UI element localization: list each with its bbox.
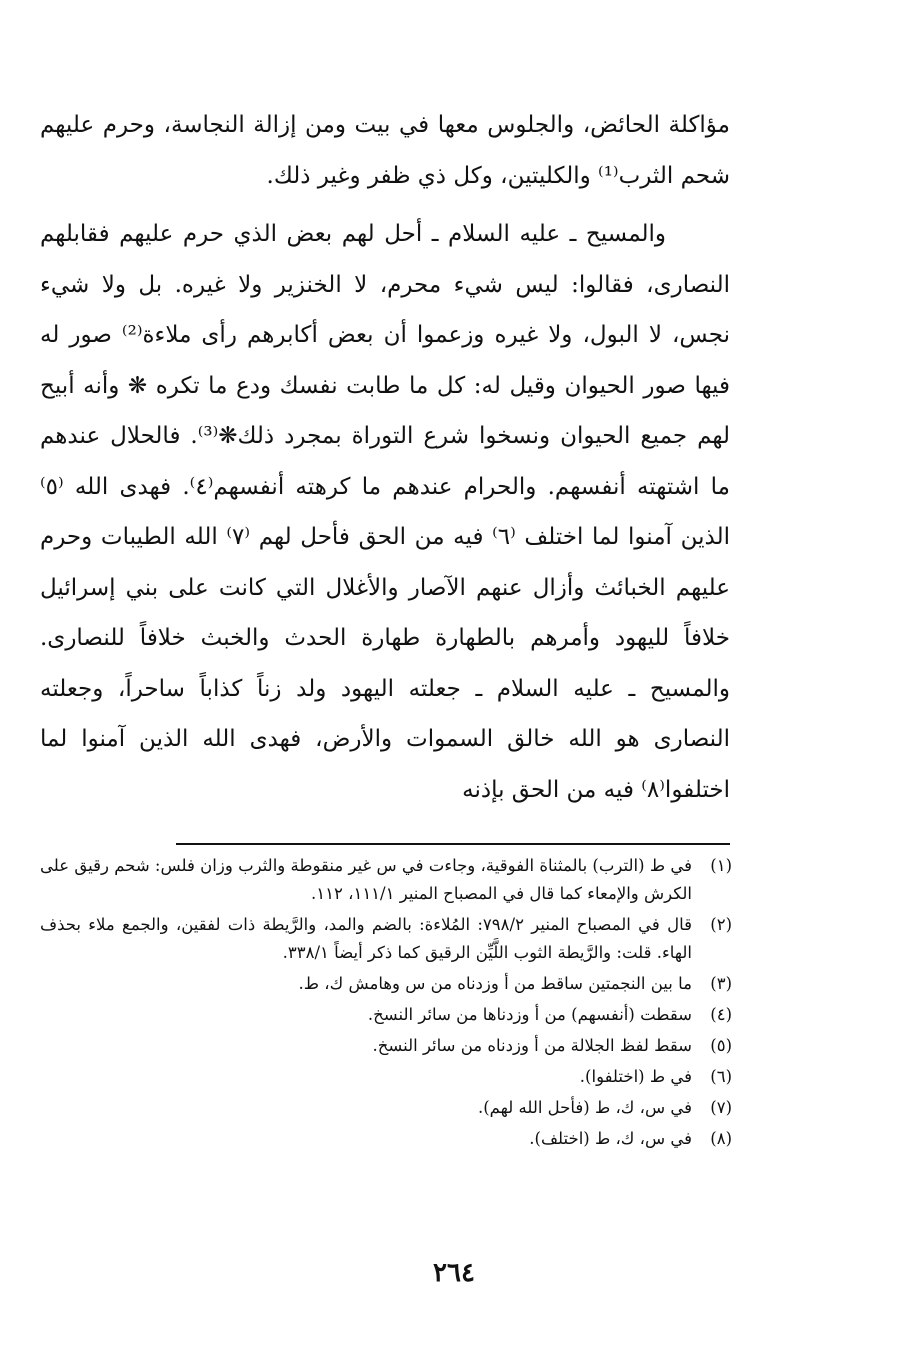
- footnote: [40, 852, 732, 908]
- footnote-text: في س، ك، ط (فأحل الله لهم).: [477, 1098, 692, 1117]
- footnote-number: (٣): [710, 974, 732, 993]
- footnote-number: (٨): [710, 1129, 732, 1148]
- footnote-text: ما بين النجمتين ساقط من أ وزدناه من س وهامش ك، ط.: [298, 974, 692, 993]
- footnotes: [40, 852, 732, 1153]
- main-text: [40, 100, 730, 819]
- footnote: [40, 1063, 732, 1091]
- footnote-text: في ط (الترب) بالمثناة الفوقية، وجاءت في س غير منقوطة والثرب وزان فلس: شحم رقيق على الكرش والإمعاء كما قال في المصباح المنير ١١١/١، ١١٢.: [40, 856, 692, 903]
- footnote-number: (٥): [710, 1036, 732, 1055]
- footnote: [40, 911, 732, 967]
- page-number: ٢٦٤: [433, 1258, 475, 1288]
- footnote-text: في ط (اختلفوا).: [579, 1067, 692, 1086]
- paragraph: مؤاكلة الحائض، والجلوس معها في بيت ومن إزالة النجاسة، وحرم عليهم شحم الثرب⁽¹⁾ والكليتين، وكل ذي ظفر وغير ذلك.: [40, 112, 730, 189]
- footnote: [40, 1001, 732, 1029]
- footnote: [40, 1094, 732, 1122]
- footnote-separator: [176, 843, 730, 845]
- footnote-text: قال في المصباح المنير ٧٩٨/٢: المُلاءة: بالضم والمد، والرَّيطة ذات لفقين، والجمع ملاء بحذف الهاء. قلت: والرَّيطة الثوب اللَّيِّن الرقيق كما ذكر أيضاً ٣٣٨/١.: [40, 915, 692, 962]
- footnote-number: (١): [710, 856, 732, 875]
- footnote-text: في س، ك، ط (اختلف).: [529, 1129, 692, 1148]
- footnote: [40, 970, 732, 998]
- footnote-number: (٢): [710, 915, 732, 934]
- paragraph: والمسيح ـ عليه السلام ـ أحل لهم بعض الذي حرم عليهم فقابلهم النصارى، فقالوا: ليس شيء محرم، لا الخنزير ولا غيره. بل ولا شيء نجس، لا البول، ولا غيره وزعموا أن بعض أكابرهم رأى ملاءة⁽²⁾ صور له فيها صور الحيوان وقيل له: كل ما طابت نفسك ودع ما تكره ❋ وأنه أبيح لهم جميع الحيوان ونسخوا شرع التوراة بمجرد ذلك❋⁽³⁾. فالحلال عندهم ما اشتهته أنفسهم. والحرام عندهم ما كرهته أنفسهم⁽٤⁾. فهدى الله ⁽٥⁾ الذين آمنوا لما اختلف ⁽٦⁾ فيه من الحق فأحل لهم ⁽٧⁾ الله الطيبات وحرم عليهم الخبائث وأزال عنهم الآصار والأغلال التي كانت على بني إسرائيل خلافاً لليهود وأمرهم بالطهارة طهارة الحدث والخبث خلافاً للنصارى. والمسيح ـ عليه السلام ـ جعلته اليهود ولد زناً كذاباً ساحراً، وجعلته النصارى هو الله خالق السموات والأرض، فهدى الله الذين آمنوا لما اختلفوا⁽٨⁾ فيه من الحق بإذنه: [40, 221, 731, 803]
- footnote-text: سقط لفظ الجلالة من أ وزدناه من سائر النسخ.: [372, 1036, 692, 1055]
- footnote-number: (٦): [710, 1067, 732, 1086]
- footnote-number: (٤): [710, 1005, 732, 1024]
- footnote-number: (٧): [710, 1098, 732, 1117]
- footnote-text: سقطت (أنفسهم) من أ وزدناها من سائر النسخ.: [367, 1005, 692, 1024]
- footnote: [40, 1032, 732, 1060]
- footnote: [40, 1125, 732, 1153]
